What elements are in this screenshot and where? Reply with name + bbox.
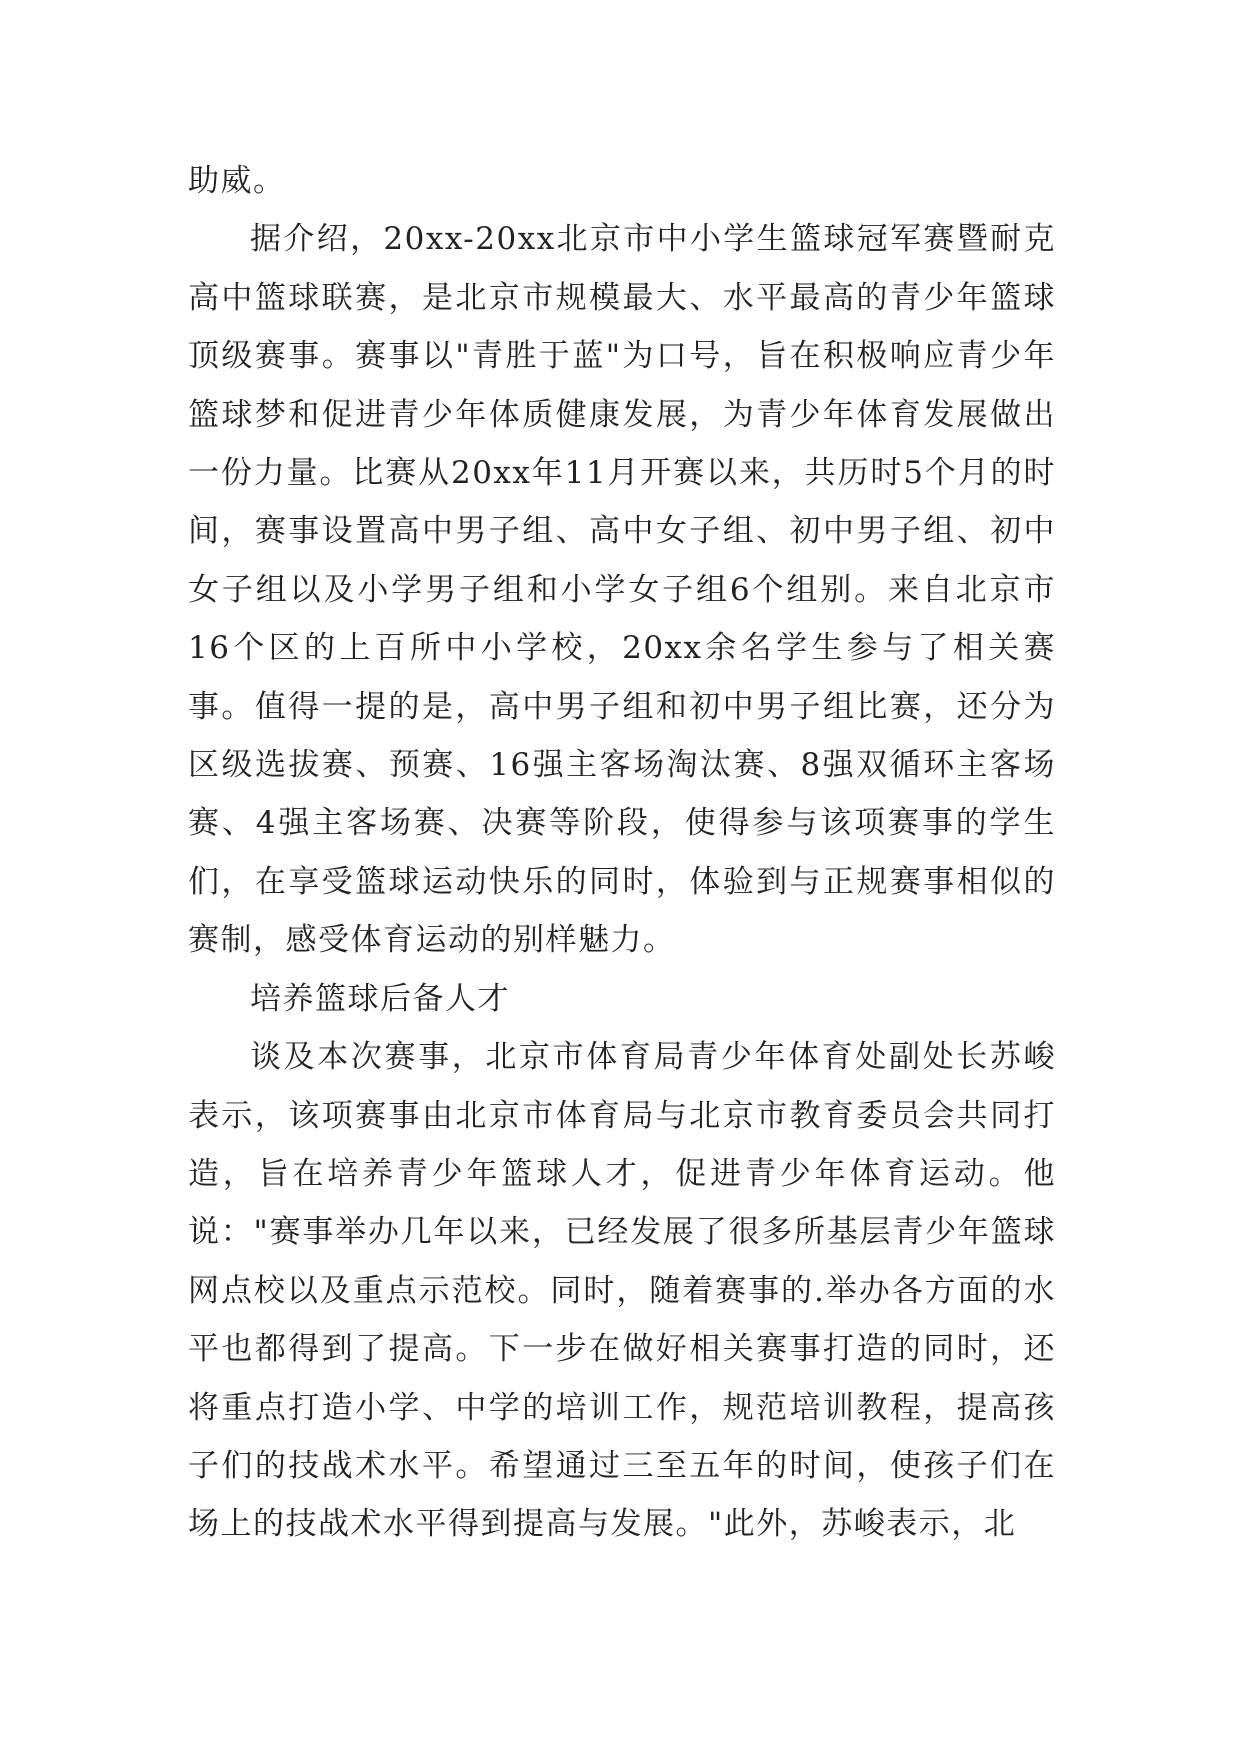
section-heading: 培养篮球后备人才 — [250, 980, 510, 1017]
paragraph-continuation: 助威。 — [188, 163, 286, 199]
paragraph-tournament-intro: 据介绍，20xx-20xx北京市中小学生篮球冠军赛暨耐克高中篮球联赛，是北京市规模最大、水平最高的青少年篮球顶级赛事。赛事以"青胜于蓝"为口号，旨在积极响应青少年篮球梦和促进青少年体质健康发展，为青少年体育发展做出一份力量。比赛从20xx年11月开赛以来，共历时5个月的时间，赛事设置高中男子组、高中女子组、初中男子组、初中女子组以及小学男子组和小学女子组6个组别。来自北京市16个区的上百所中小学校，20xx余名学生参与了相关赛事。值得一提的是，高中男子组和初中男子组比赛，还分为区级选拔赛、预赛、16强主客场淘汰赛、8强双循环主客场赛、4强主客场赛、决赛等阶段，使得参与该项赛事的学生们，在享受篮球运动快乐的同时，体验到与正规赛事相似的赛制，感受体育运动的别样魅力。 — [188, 221, 1056, 959]
paragraph-official-remarks: 谈及本次赛事，北京市体育局青少年体育处副处长苏峻表示，该项赛事由北京市体育局与北京市教育委员会共同打造，旨在培养青少年篮球人才，促进青少年体育运动。他说："赛事举办几年以来，已经发展了很多所基层青少年篮球网点校以及重点示范校。同时，随着赛事的.举办各方面的水平也都得到了提高。下一步在做好相关赛事打造的同时，还将重点打造小学、中学的培训工作，规范培训教程，提高孩子们的技战术水平。希望通过三至五年的时间，使孩子们在场上的技战术水平得到提高与发展。"此外，苏峻表示，北 — [188, 1039, 1056, 1543]
article-body — [188, 152, 1056, 1554]
